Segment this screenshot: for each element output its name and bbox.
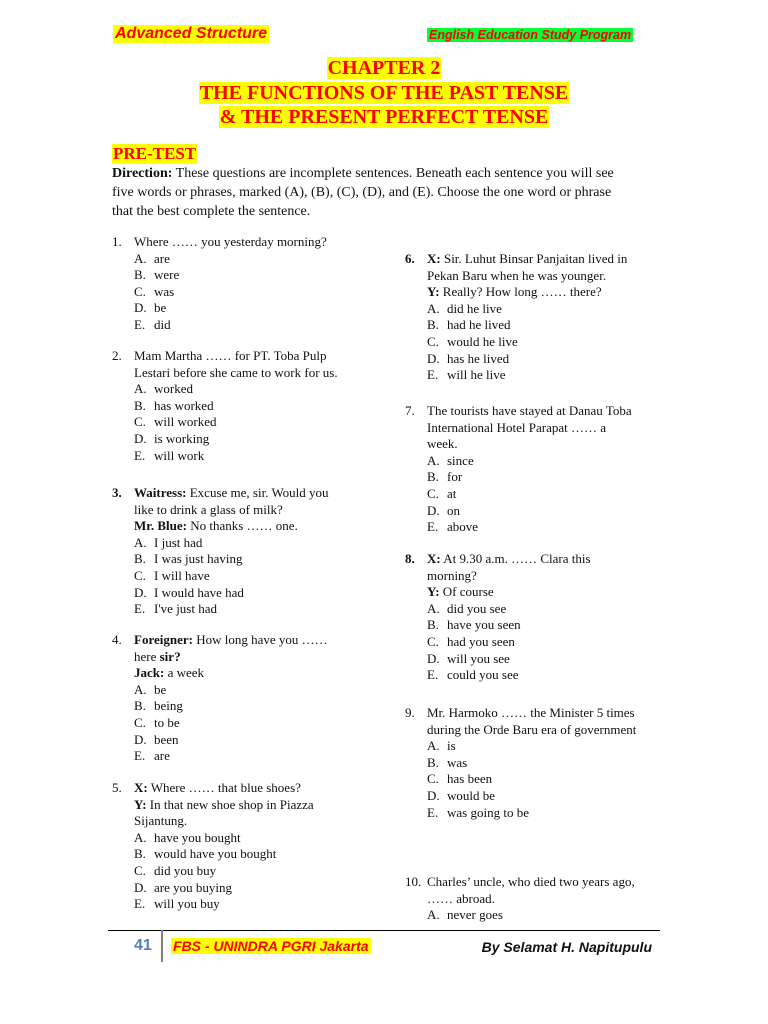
option-b[interactable]: B. being bbox=[134, 698, 183, 714]
option-e[interactable]: E. will you buy bbox=[134, 896, 220, 912]
option-d[interactable]: D. will you see bbox=[427, 650, 510, 666]
option-a[interactable]: A. never goes bbox=[427, 907, 503, 923]
option-c[interactable]: C. will worked bbox=[134, 414, 217, 430]
option-a[interactable]: A. be bbox=[134, 681, 167, 697]
option-d[interactable]: D. has he lived bbox=[427, 350, 510, 366]
option-b[interactable]: B. have you seen bbox=[427, 617, 521, 633]
option-e[interactable]: E. are bbox=[134, 748, 170, 764]
question-3: 3. Waitress: Excuse me, sir. Would you like to drink a glass of milk? Mr. Blue: No thanks …… one. A. I just had B. I was just having C. I will have D. I would have had E. I've just had bbox=[112, 485, 329, 617]
question-4: 4. Foreigner: How long have you …… here sir? Jack: a week A. be B. being C. to be D. been E. are bbox=[112, 632, 328, 764]
question-5: 5. X: Where …… that blue shoes? Y: In that new shoe shop in Piazza Sijantung. A. have you bought B. would have you bought C. did you buy D. are you buying E. will you buy bbox=[112, 780, 314, 912]
option-c[interactable]: C. did you buy bbox=[134, 862, 217, 878]
footer-divider bbox=[161, 930, 163, 962]
option-b[interactable]: B. was bbox=[427, 754, 468, 770]
option-d[interactable]: D. I would have had bbox=[134, 584, 244, 600]
question-9: 9. Mr. Harmoko …… the Minister 5 times during the Orde Baru era of government A. is B. was C. has been D. would be E. was going to be bbox=[405, 705, 637, 820]
option-a[interactable]: A. did he live bbox=[427, 300, 502, 316]
option-b[interactable]: B. has worked bbox=[134, 397, 214, 413]
option-b[interactable]: B. had he lived bbox=[427, 317, 511, 333]
option-c[interactable]: C. would he live bbox=[427, 333, 518, 349]
option-d[interactable]: D. on bbox=[427, 502, 460, 518]
option-a[interactable]: A. did you see bbox=[427, 600, 507, 616]
option-d[interactable]: D. would be bbox=[427, 787, 496, 803]
pretest-heading: PRE-TEST bbox=[113, 144, 197, 163]
option-e[interactable]: E. will work bbox=[134, 447, 205, 463]
chapter-title-line2: & THE PRESENT PERFECT TENSE bbox=[219, 106, 549, 128]
option-c[interactable]: C. had you seen bbox=[427, 633, 515, 649]
question-6: 6. X: Sir. Luhut Binsar Panjaitan lived in Pekan Baru when he was younger. Y: Really? How long …… there? A. did he live B. had he lived C. would he live D. has he lived E. will he live bbox=[405, 251, 628, 383]
option-a[interactable]: A. have you bought bbox=[134, 829, 241, 845]
option-c[interactable]: C. at bbox=[427, 485, 457, 501]
option-d[interactable]: D. been bbox=[134, 731, 179, 747]
option-b[interactable]: B. would have you bought bbox=[134, 846, 277, 862]
option-b[interactable]: B. for bbox=[427, 469, 463, 485]
option-e[interactable]: E. did bbox=[134, 316, 171, 332]
option-a[interactable]: A. are bbox=[134, 250, 170, 266]
option-d[interactable]: D. are you buying bbox=[134, 879, 232, 895]
footer-rule bbox=[108, 930, 660, 931]
chapter-title-line1: THE FUNCTIONS OF THE PAST TENSE bbox=[199, 82, 569, 104]
option-e[interactable]: E. was going to be bbox=[427, 804, 529, 820]
option-e[interactable]: E. above bbox=[427, 519, 479, 535]
question-7: 7. The tourists have stayed at Danau Toba International Hotel Parapat …… a week. A. since B. for C. at D. on E. above bbox=[405, 403, 632, 535]
option-e[interactable]: E. could you see bbox=[427, 667, 519, 683]
option-c[interactable]: C. has been bbox=[427, 771, 493, 787]
chapter-number: CHAPTER 2 bbox=[327, 57, 441, 79]
option-c[interactable]: C. I will have bbox=[134, 567, 210, 583]
footer-institution: FBS - UNINDRA PGRI Jakarta bbox=[173, 938, 369, 954]
footer-page-number: 41 bbox=[134, 937, 152, 954]
option-a[interactable]: A. is bbox=[427, 738, 456, 754]
direction-text: Direction: These questions are incomplete sentences. Beneath each sentence you will see five words or phrases, marked (A), (B), (C), (D), and (E). Choose the one word or phrase that the best complete the sentence. bbox=[112, 166, 614, 219]
question-8: 8. X: At 9.30 a.m. …… Clara this morning? Y: Of course A. did you see B. have you seen C. had you seen D. will you see E. could you see bbox=[405, 551, 591, 683]
option-d[interactable]: D. be bbox=[134, 300, 167, 316]
option-a[interactable]: A. since bbox=[427, 452, 474, 468]
option-b[interactable]: B. I was just having bbox=[134, 551, 243, 567]
option-e[interactable]: E. I've just had bbox=[134, 601, 217, 617]
header-right-title: English Education Study Program bbox=[429, 28, 632, 42]
option-b[interactable]: B. were bbox=[134, 267, 180, 283]
option-e[interactable]: E. will he live bbox=[427, 367, 506, 383]
option-d[interactable]: D. is working bbox=[134, 430, 210, 446]
question-1: 1. Where …… you yesterday morning? A. are B. were C. was D. be E. did bbox=[112, 234, 327, 332]
question-10: 10. Charles’ uncle, who died two years ago, …… abroad. A. never goes bbox=[405, 874, 635, 923]
option-a[interactable]: A. worked bbox=[134, 381, 193, 397]
option-c[interactable]: C. was bbox=[134, 283, 175, 299]
option-c[interactable]: C. to be bbox=[134, 714, 180, 730]
header-left-title: Advanced Structure bbox=[115, 25, 268, 42]
question-2: 2. Mam Martha …… for PT. Toba Pulp Lestari before she came to work for us. A. worked B. has worked C. will worked D. is working E. will work bbox=[112, 348, 338, 463]
option-a[interactable]: A. I just had bbox=[134, 534, 203, 550]
footer-author: By Selamat H. Napitupulu bbox=[481, 939, 652, 955]
